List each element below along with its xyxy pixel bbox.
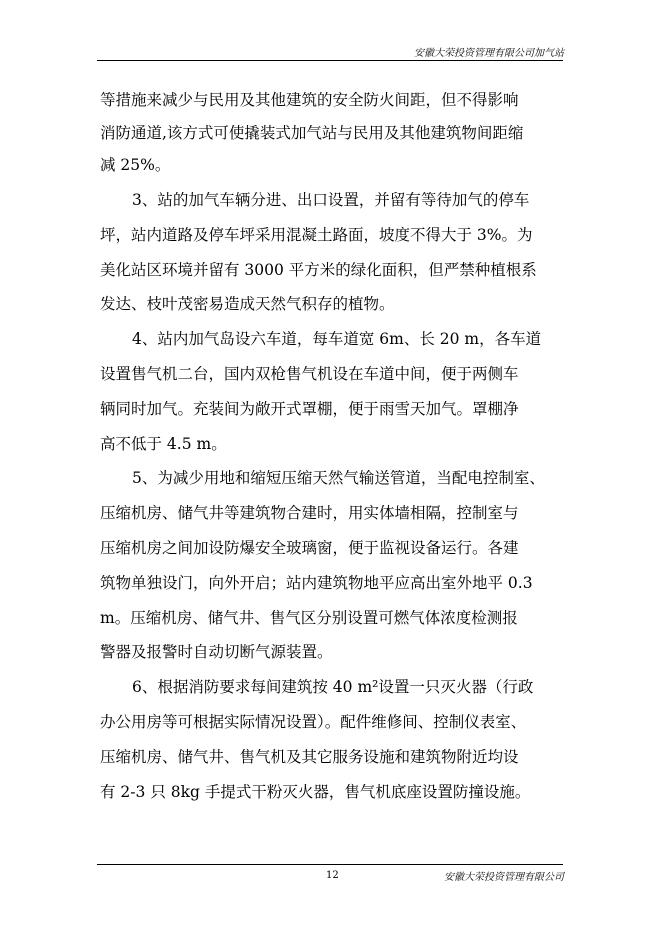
text-line: 4、站内加气岛设六车道，每车道宽 6m、长 20 m，各车道 xyxy=(132,330,542,348)
text-line: 6、根据消防要求每间建筑按 40 m²设置一只灭火器（行政 xyxy=(132,678,534,696)
text-line: 有 2-3 只 8kg 手提式干粉灭火器，售气机底座设置防撞设施。 xyxy=(100,783,531,801)
text-line: 消防通道,该方式可使撬装式加气站与民用及其他建筑物间距缩 xyxy=(100,124,524,142)
text-line: 发达、枝叶茂密易造成天然气积存的植物。 xyxy=(100,295,395,313)
text-line: m。压缩机房、储气井、售气区分别设置可燃气体浓度检测报 xyxy=(100,609,518,627)
text-line: 美化站区环境并留有 3000 平方米的绿化面积，但严禁种植根系 xyxy=(100,261,537,279)
text-line: 3、站的加气车辆分进、出口设置，并留有等待加气的停车 xyxy=(132,191,530,209)
text-line: 辆同时加气。充装间为敞开式罩棚，便于雨雪天加气。罩棚净 xyxy=(100,400,519,418)
text-line: 设置售气机二台，国内双枪售气机设在车道中间，便于两侧车 xyxy=(100,365,519,383)
text-line: 筑物单独设门，向外开启；站内建筑物地平应高出室外地平 0.3 xyxy=(100,574,533,592)
page-number: 12 xyxy=(326,870,339,881)
header-divider xyxy=(97,60,563,61)
text-line: 等措施来减少与民用及其他建筑的安全防火间距，但不得影响 xyxy=(100,91,519,109)
text-line: 压缩机房、储气井等建筑物合建时，用实体墙相隔，控制室与 xyxy=(100,504,519,522)
text-line: 5、为减少用地和缩短压缩天然气输送管道，当配电控制室、 xyxy=(132,469,545,487)
footer-divider xyxy=(97,864,563,865)
text-line: 减 25%。 xyxy=(100,156,171,174)
text-line: 警器及报警时自动切断气源装置。 xyxy=(100,643,333,661)
page-header: 安徽大荣投资管理有限公司加气站 xyxy=(414,48,564,59)
text-line: 办公用房等可根据实际情况设置）。配件维修间、控制仪表室、 xyxy=(100,713,527,731)
text-line: 压缩机房之间加设防爆安全玻璃窗，便于监视设备运行。各建 xyxy=(100,539,519,557)
footer-company: 安徽大荣投资管理有限公司 xyxy=(444,872,564,883)
text-line: 高不低于 4.5 m。 xyxy=(100,435,227,453)
text-line: 坪，站内道路及停车坪采用混凝土路面，坡度不得大于 3%。为 xyxy=(100,226,533,244)
text-line: 压缩机房、储气井、售气机及其它服务设施和建筑物附近均设 xyxy=(100,748,519,766)
